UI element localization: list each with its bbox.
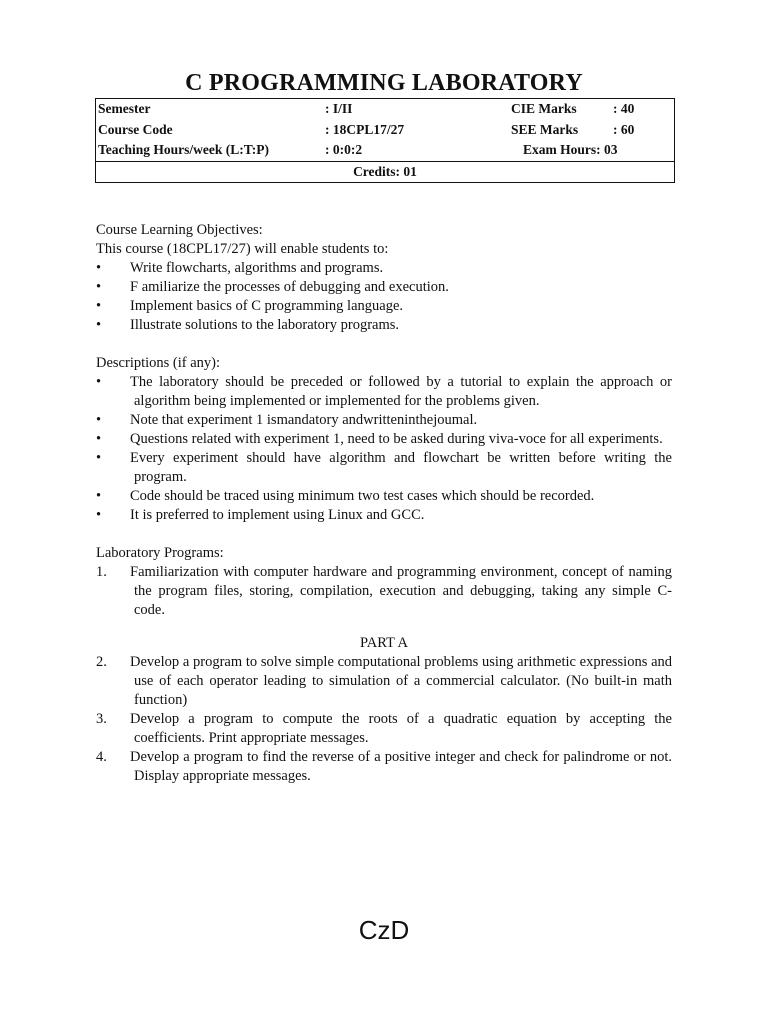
info-row-semester <box>96 99 674 120</box>
part-a-heading: PART A <box>360 635 408 651</box>
objectives-intro: This course (18CPL17/27) will enable students to: <box>96 241 389 257</box>
description-item <box>96 373 672 411</box>
description-item <box>96 449 672 487</box>
objective-text: Implement basics of C programming language. <box>130 298 404 314</box>
objectives-section <box>96 221 672 786</box>
program-item <box>96 710 672 748</box>
objective-text: F amiliarize the processes of debugging and execution. <box>130 279 449 295</box>
bullet-icon: • <box>96 374 102 390</box>
bullet-icon: • <box>96 507 102 523</box>
bullet-icon: • <box>96 450 102 466</box>
exam-hours-label: Exam Hours: 03 <box>523 142 618 157</box>
program-number: 4. <box>96 749 107 765</box>
program-number: 2. <box>96 654 107 670</box>
description-text: It is preferred to implement using Linux and GCC. <box>130 507 425 523</box>
cie-marks-label: CIE Marks <box>511 101 577 116</box>
program-text: Develop a program to find the reverse of a positive integer and check for palindrome or not. Display appropriate messages. <box>130 749 672 784</box>
program-text: Develop a program to compute the roots of a quadratic equation by accepting the coefficients. Print appropriate messages. <box>130 711 672 746</box>
objectives-heading: Course Learning Objectives: <box>96 222 263 238</box>
programs-heading: Laboratory Programs: <box>96 545 224 561</box>
program-item <box>96 748 672 786</box>
bullet-icon: • <box>96 279 102 295</box>
cie-marks-value: : 40 <box>613 101 635 116</box>
program-text: Familiarization with computer hardware and programming environment, concept of naming the program files, storing, compilation, execution and debugging, taking any simple C- code. <box>130 564 672 618</box>
course-code-value: : 18CPL17/27 <box>325 121 405 137</box>
program-number: 3. <box>96 711 107 727</box>
bullet-icon: • <box>96 298 102 314</box>
bullet-icon: • <box>96 488 102 504</box>
program-item <box>96 653 672 710</box>
teaching-hours-label: Teaching Hours/week (L:T:P) <box>98 142 269 157</box>
bullet-icon: • <box>96 431 102 447</box>
objective-item <box>96 297 672 316</box>
objective-text: Write flowcharts, algorithms and programs. <box>130 260 384 276</box>
info-row-course-code <box>96 120 674 141</box>
description-item <box>96 430 672 449</box>
info-row-teaching-hours <box>96 140 674 161</box>
semester-label: Semester <box>98 101 151 116</box>
program-number: 1. <box>96 564 107 580</box>
see-marks-label: SEE Marks <box>511 121 579 137</box>
description-text: The laboratory should be preceded or followed by a tutorial to explain the approach or algorithm being implemented or implemented for the problems given. <box>130 374 672 409</box>
semester-value: : I/II <box>325 101 353 116</box>
page-title: C PROGRAMMING LABORATORY <box>185 70 583 96</box>
program-text: Develop a program to solve simple computational problems using arithmetic expressions and use of each operator leading to simulation of a commercial calculator. (No built-in math function) <box>130 654 672 708</box>
course-info-table <box>95 98 675 183</box>
credits-value: Credits: 01 <box>353 163 417 179</box>
description-item <box>96 411 672 430</box>
info-row-credits <box>96 161 674 183</box>
bullet-icon: • <box>96 260 102 276</box>
description-item <box>96 506 672 525</box>
description-text: Note that experiment 1 ismandatory andwritteninthejoumal. <box>130 412 478 428</box>
objective-item <box>96 259 672 278</box>
description-item <box>96 487 672 506</box>
description-text: Every experiment should have algorithm and flowchart be written before writing the program. <box>130 450 672 485</box>
teaching-hours-value: : 0:0:2 <box>325 142 363 157</box>
footer-watermark: CzD <box>358 915 410 945</box>
objective-item <box>96 278 672 297</box>
course-code-label: Course Code <box>98 121 173 137</box>
descriptions-heading: Descriptions (if any): <box>96 355 221 371</box>
bullet-icon: • <box>96 412 102 428</box>
objective-item <box>96 316 672 335</box>
bullet-icon: • <box>96 317 102 333</box>
see-marks-value: : 60 <box>613 121 635 137</box>
program-item <box>96 563 672 620</box>
objective-text: Illustrate solutions to the laboratory programs. <box>130 317 400 333</box>
description-text: Questions related with experiment 1, need to be asked during viva-voce for all experiments. <box>130 431 663 447</box>
description-text: Code should be traced using minimum two test cases which should be recorded. <box>130 488 595 504</box>
